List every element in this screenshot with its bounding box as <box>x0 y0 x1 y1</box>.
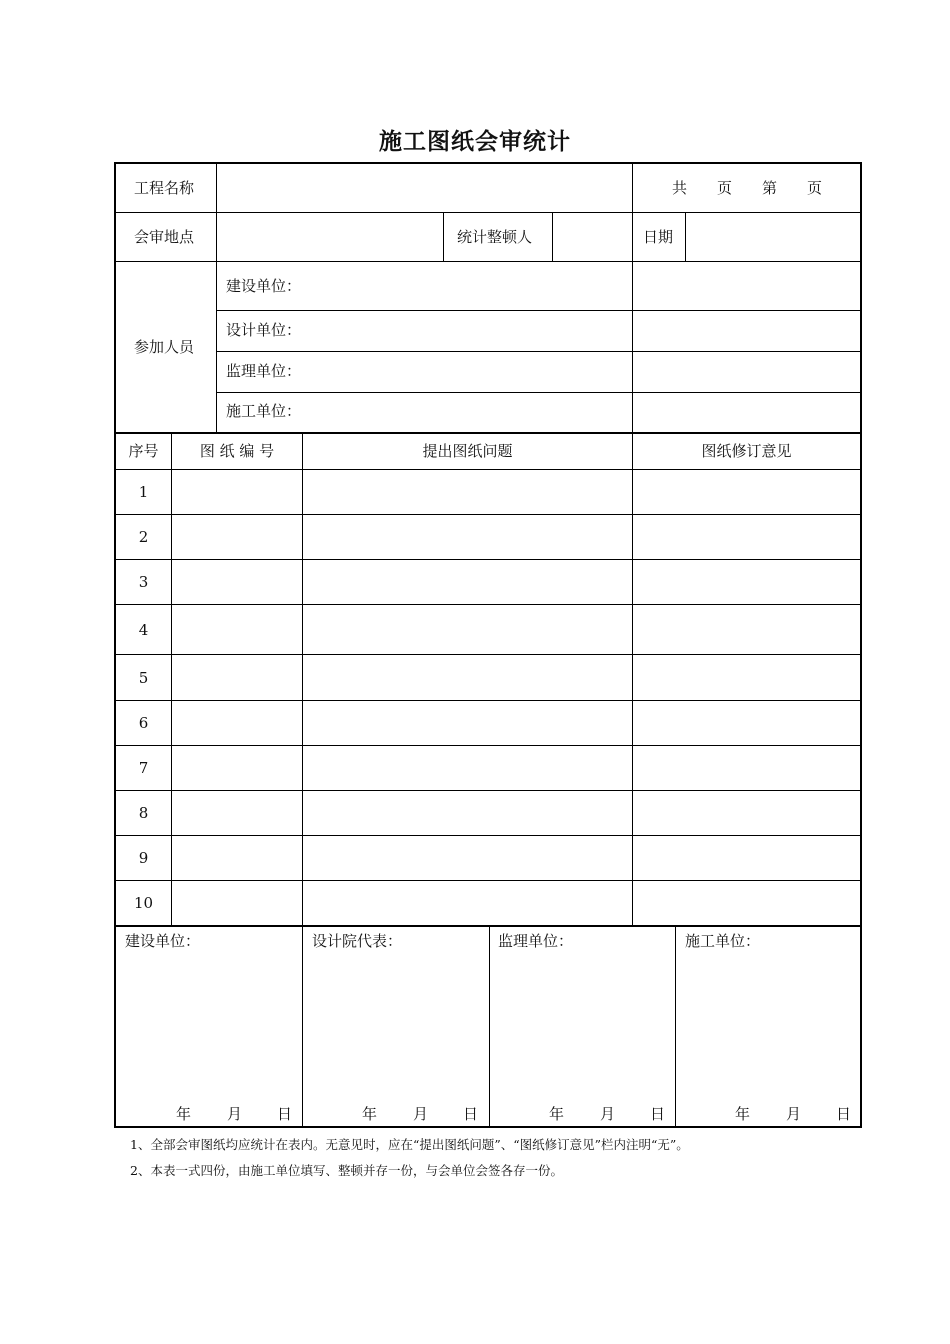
participant-unit-contractor: 施工单位： <box>226 402 302 420</box>
signature-month: 月 <box>413 1105 429 1123</box>
participant-unit-construction-owner: 建设单位： <box>226 277 302 295</box>
row-number: 7 <box>138 759 149 777</box>
row-number: 8 <box>138 804 149 822</box>
signature-supervisor: 监理单位： <box>498 932 574 950</box>
column-header-revisions: 图纸修订意见 <box>701 442 792 460</box>
signature-month: 月 <box>786 1105 802 1123</box>
page-info: 共 页 第 页 <box>672 179 823 197</box>
row-number: 2 <box>138 528 149 546</box>
signature-day: 日 <box>836 1105 852 1123</box>
footnote: 1、全部会审图纸均应统计在表内。无意见时，应在“提出图纸问题”、“图纸修订意见”栏内注明“无”。 <box>130 1137 689 1152</box>
participant-field-1[interactable] <box>633 262 860 310</box>
signature-day: 日 <box>463 1105 479 1123</box>
participant-field-4[interactable] <box>633 393 860 432</box>
date-field[interactable] <box>686 213 860 261</box>
review-form <box>114 162 862 1128</box>
row-number: 6 <box>138 714 149 732</box>
project-name-field[interactable] <box>217 164 632 212</box>
review-place-field[interactable] <box>217 213 443 261</box>
column-header-drawing-number: 图 纸 编 号 <box>199 442 275 460</box>
review-place-label: 会审地点 <box>134 228 195 246</box>
signature-contractor: 施工单位： <box>685 932 761 950</box>
signature-month: 月 <box>227 1105 243 1123</box>
row-number: 1 <box>138 483 149 501</box>
row-number: 3 <box>138 573 149 591</box>
signature-month: 月 <box>600 1105 616 1123</box>
organizer-field[interactable] <box>553 213 632 261</box>
organizer-label: 统计整顿人 <box>457 228 533 246</box>
signature-year: 年 <box>735 1105 751 1123</box>
signature-day: 日 <box>650 1105 666 1123</box>
document-title: 施工图纸会审统计 <box>379 128 571 155</box>
row-number: 10 <box>133 894 154 912</box>
signature-year: 年 <box>549 1105 565 1123</box>
date-label: 日期 <box>643 228 674 246</box>
signature-year: 年 <box>362 1105 378 1123</box>
participant-unit-designer: 设计单位： <box>226 321 302 339</box>
project-name-label: 工程名称 <box>134 179 195 197</box>
row-number: 5 <box>138 669 149 687</box>
signature-year: 年 <box>176 1105 192 1123</box>
participant-field-2[interactable] <box>633 311 860 351</box>
signature-day: 日 <box>277 1105 293 1123</box>
participant-field-3[interactable] <box>633 352 860 392</box>
column-header-issues: 提出图纸问题 <box>422 442 513 460</box>
participant-unit-supervisor: 监理单位： <box>226 362 302 380</box>
signature-design-representative: 设计院代表： <box>312 932 403 950</box>
footnote: 2、本表一式四份，由施工单位填写、整顿并存一份，与会单位会签各存一份。 <box>130 1163 563 1178</box>
participants-label: 参加人员 <box>134 338 195 356</box>
row-number: 4 <box>138 621 149 639</box>
column-header-index: 序号 <box>128 442 159 460</box>
row-number: 9 <box>138 849 149 867</box>
signature-construction-owner: 建设单位： <box>125 932 201 950</box>
